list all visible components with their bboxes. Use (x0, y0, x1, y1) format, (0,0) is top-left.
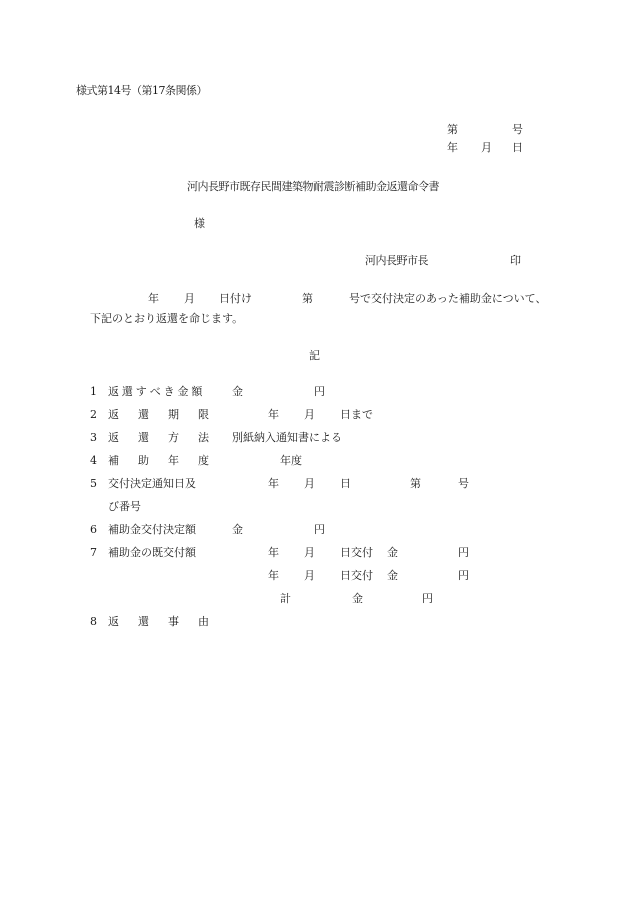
item-5-number-prefix: 第 (410, 477, 421, 490)
item-3-number: 3 (90, 431, 97, 444)
body-month: 月 (184, 292, 195, 305)
item-2-label-char: 返 (108, 408, 119, 421)
item-6-kin: 金 (232, 523, 243, 536)
item-2-year: 年 (268, 408, 279, 421)
item-7-total-kei: 計 (280, 592, 291, 605)
seal-mark: 印 (510, 254, 521, 267)
item-8-label-char: 事 (168, 615, 179, 628)
header-number-suffix: 号 (512, 123, 523, 136)
item-4-label-char: 助 (138, 454, 149, 467)
item-7-r1-en: 円 (458, 546, 469, 559)
item-7-label: 補助金の既交付額 (108, 546, 196, 559)
body-sentence-line2: 下記のとおり返還を命じます。 (90, 312, 244, 325)
header-date-day: 日 (512, 141, 523, 154)
item-3-label-char: 還 (138, 431, 149, 444)
item-2-label-char: 限 (198, 408, 209, 421)
item-7-r2-kin: 金 (387, 569, 398, 582)
item-8-label-char: 由 (198, 615, 209, 628)
body-date-suffix: 日付け (219, 292, 252, 305)
form-number: 様式第14号（第17条関係） (76, 84, 207, 97)
item-1-kin: 金 (232, 385, 243, 398)
item-3-value: 別紙納入通知書による (232, 431, 342, 444)
item-7-r2-day: 日交付 (340, 569, 373, 582)
header-number-prefix: 第 (447, 123, 458, 136)
item-6-label: 補助金交付決定額 (108, 523, 196, 536)
item-7-r2-year: 年 (268, 569, 279, 582)
item-1-en: 円 (314, 385, 325, 398)
item-7-r1-year: 年 (268, 546, 279, 559)
issuer-name: 河内長野市長 (365, 254, 428, 267)
item-4-nendo: 年度 (280, 454, 302, 467)
item-7-r2-month: 月 (304, 569, 315, 582)
addressee-suffix: 様 (194, 217, 205, 230)
item-8-label-char: 返 (108, 615, 119, 628)
ki-heading: 記 (309, 349, 320, 362)
item-2-month: 月 (304, 408, 315, 421)
item-4-label-char: 年 (168, 454, 179, 467)
item-2-number: 2 (90, 408, 97, 421)
item-6-en: 円 (314, 523, 325, 536)
item-8-label-char: 還 (138, 615, 149, 628)
item-7-r1-day: 日交付 (340, 546, 373, 559)
item-6-number: 6 (90, 523, 97, 536)
item-2-label-char: 還 (138, 408, 149, 421)
item-4-number: 4 (90, 454, 97, 467)
item-4-label-char: 度 (198, 454, 209, 467)
body-year: 年 (148, 292, 159, 305)
item-3-label-char: 法 (198, 431, 209, 444)
item-2-label-char: 期 (168, 408, 179, 421)
header-date-year: 年 (447, 141, 458, 154)
item-7-total-en: 円 (422, 592, 433, 605)
item-5-number-suffix: 号 (458, 477, 469, 490)
item-1-number: 1 (90, 385, 97, 398)
item-7-total-kin: 金 (352, 592, 363, 605)
header-date-month: 月 (481, 141, 492, 154)
item-2-day: 日まで (340, 408, 373, 421)
item-5-label-line2: び番号 (108, 500, 141, 513)
item-3-label-char: 方 (168, 431, 179, 444)
body-sentence-rest: 号で交付決定のあった補助金について、 (349, 292, 547, 305)
item-5-number: 5 (90, 477, 97, 490)
item-4-label-char: 補 (108, 454, 119, 467)
item-7-r1-kin: 金 (387, 546, 398, 559)
item-3-label-char: 返 (108, 431, 119, 444)
item-7-number: 7 (90, 546, 97, 559)
item-5-month: 月 (304, 477, 315, 490)
item-5-day: 日 (340, 477, 351, 490)
item-7-r1-month: 月 (304, 546, 315, 559)
item-8-number: 8 (90, 615, 97, 628)
item-5-year: 年 (268, 477, 279, 490)
item-7-r2-en: 円 (458, 569, 469, 582)
document-title: 河内長野市既存民間建築物耐震診断補助金返還命令書 (187, 180, 439, 193)
item-1-label: 返 還 す べ き 金 額 (108, 385, 203, 398)
body-number-prefix: 第 (302, 292, 313, 305)
item-5-label: 交付決定通知日及 (108, 477, 196, 490)
